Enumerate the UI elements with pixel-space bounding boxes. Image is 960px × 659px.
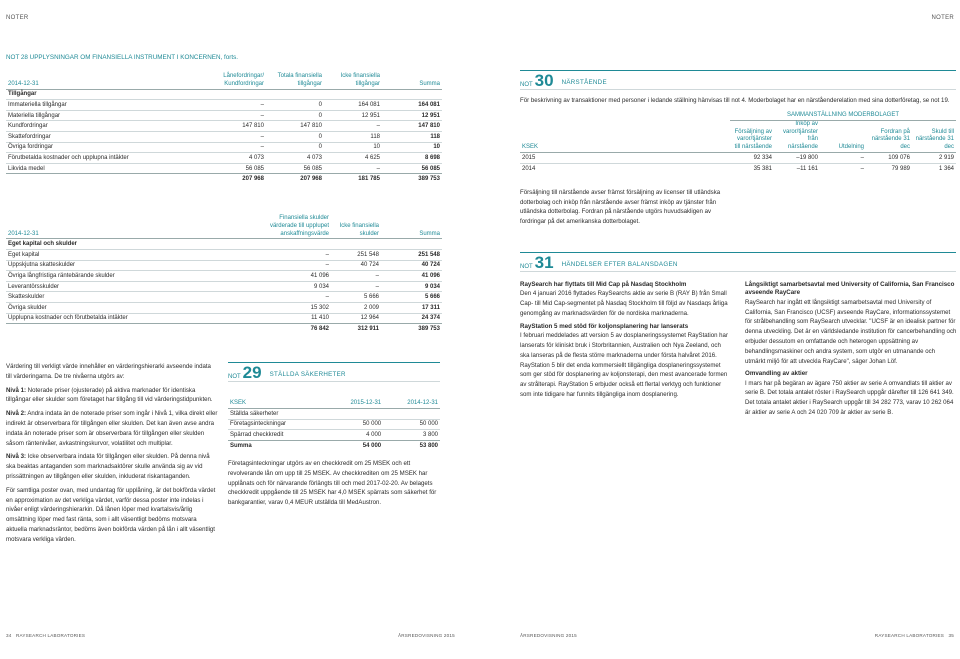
liability-nonfinancial: 2 009 (331, 302, 381, 313)
liability-nonfinancial: 12 964 (331, 313, 381, 324)
footer-right-page: 35 (948, 633, 954, 638)
related-receivable: 109 076 (866, 153, 912, 164)
related-col-sales: Försäljning av varor/tjänster till närstående (730, 120, 774, 152)
pledged-row-2015: 4 000 (326, 430, 383, 441)
pledged-row-2015: 50 000 (326, 419, 383, 430)
liability-nonfinancial: 40 724 (331, 260, 381, 271)
note31-no-label: NOT (520, 263, 533, 270)
note30-number: 30 (534, 71, 554, 90)
related-debt: 2 919 (912, 153, 956, 164)
table-row (6, 121, 442, 132)
note28-assets-table (6, 73, 442, 184)
table-row (6, 281, 442, 292)
related-purchases: –19 800 (774, 153, 820, 164)
asset-label: Kundfordringar (6, 121, 196, 132)
event-heading: Omvandling av aktier (745, 370, 808, 378)
table-row (6, 260, 442, 271)
assets-col-sum: Summa (382, 73, 442, 89)
liab-total-label (6, 324, 256, 335)
asset-loans: 147 810 (196, 121, 266, 132)
liability-sum: 17 311 (381, 302, 442, 313)
assets-section: Tillgångar (8, 91, 37, 98)
asset-sum: 147 810 (382, 121, 442, 132)
assets-total-nonfinancial: 181 785 (324, 174, 382, 185)
asset-financial: 0 (266, 131, 324, 142)
note29-number: 29 (242, 363, 262, 382)
table-row (6, 313, 442, 324)
assets-col-loans: Lånefordringar/ Kundfordringar (196, 73, 266, 89)
note29-title: STÄLLDA SÄKERHETER (269, 370, 346, 378)
asset-loans: – (196, 100, 266, 111)
pledged-total-2015: 54 000 (326, 440, 383, 451)
asset-label: Immateriella tillgångar (6, 100, 196, 111)
liability-sum: 40 724 (381, 260, 442, 271)
liab-col-sum: Summa (381, 215, 442, 239)
liability-label: Eget kapital (6, 249, 256, 260)
liability-label: Övriga långfristiga räntebärande skulder (6, 271, 256, 282)
asset-label: Övriga fordringar (6, 142, 196, 153)
asset-nonfinancial: – (324, 121, 382, 132)
liability-financial: – (256, 260, 331, 271)
liability-sum: 24 374 (381, 313, 442, 324)
assets-col-financial: Totala finansiella tillgångar (266, 73, 324, 89)
liability-sum: 41 096 (381, 271, 442, 282)
liab-date: 2014-12-31 (6, 215, 256, 239)
liability-label: Leverantörsskulder (6, 281, 256, 292)
liability-sum: 5 666 (381, 292, 442, 303)
liability-nonfinancial: – (331, 281, 381, 292)
related-col-receivable: Fordran på närstående 31 dec (866, 120, 912, 152)
asset-loans: – (196, 142, 266, 153)
footer-left-report: ÅRSREDOVISNING 2015 (398, 633, 455, 638)
liability-financial: – (256, 249, 331, 260)
assets-total-financial: 207 968 (266, 174, 324, 185)
asset-nonfinancial: – (324, 163, 382, 174)
table-row (6, 153, 442, 164)
related-dividend: – (820, 163, 866, 174)
related-dividend: – (820, 153, 866, 164)
related-col-purchases: Inköp av varor/tjänster från närstående (774, 120, 820, 152)
pledged-row-label: Spärrad checkkredit (228, 430, 326, 441)
table-row (520, 163, 956, 174)
note29 (228, 362, 440, 512)
liability-label: Uppskjutna skatteskulder (6, 260, 256, 271)
note31-title: HÄNDELSER EFTER BALANSDAGEN (561, 260, 678, 268)
pledged-col-2015: 2015-12-31 (326, 398, 383, 409)
related-debt: 1 364 (912, 163, 956, 174)
level1-text: Noterade priser (ojusterade) på aktiva marknader för identiska tillgångar eller skulder som företaget har tillgång till vid värderingstidpunkten. (6, 386, 213, 404)
note30-text: Försäljning till närstående avser främst försäljning av licenser till utländska dotterbolag och inköp från närstående avser främst inköp av tjänster från utländska dotterbolag. Fordran på närstående utgörs huvudsakligen av fordringar på det amerikanska dotterbolaget. (520, 188, 721, 226)
note28-liabilities-table (6, 215, 442, 334)
liab-total-financial: 76 842 (256, 324, 331, 335)
asset-sum: 12 951 (382, 110, 442, 121)
asset-sum: 10 (382, 142, 442, 153)
note29-text: Företagsinteckningar utgörs av en checkkredit om 25 MSEK och ett revolverande lån om upp till 25 MSEK. Av checkkrediten om 25 MSEK har upplånats och för närvarande förlängts till och med 2017-02-20. Av belagets checkkredit uppgående till 25 MSEK har 4,0 MSEK spärrats som säkerhet för bankgarantier, varav 0,4 MEUR utställda till MedAustron. (228, 459, 437, 507)
asset-label: Skattefordringar (6, 131, 196, 142)
footer-right-company: RAYSEARCH LABORATORIES (874, 633, 945, 638)
asset-financial: 147 810 (266, 121, 324, 132)
pledged-row-label: Företagsinteckningar (228, 419, 326, 430)
asset-loans: – (196, 110, 266, 121)
related-year: 2014 (520, 163, 730, 174)
asset-nonfinancial: 118 (324, 131, 382, 142)
table-row (6, 249, 442, 260)
asset-loans: 56 085 (196, 163, 266, 174)
asset-sum: 164 081 (382, 100, 442, 111)
note29-heading (228, 362, 440, 382)
asset-financial: 0 (266, 100, 324, 111)
hierarchy-intro: Värdering till verkligt värde innehåller en värderingshierarki avseende indata till värderingarna. De tre nivåerna utgörs av: (6, 363, 211, 380)
level3-label: Nivå 3: (6, 453, 26, 461)
table-row (6, 100, 442, 111)
assets-date: 2014-12-31 (6, 73, 196, 89)
note31 (520, 252, 956, 272)
table-row (6, 131, 442, 142)
liab-col-nonfinancial: Icke finansiella skulder (331, 215, 381, 239)
asset-label: Förutbetalda kostnader och upplupna intäkter (6, 153, 196, 164)
table-row (6, 142, 442, 153)
liab-section: Eget kapital och skulder (8, 241, 78, 248)
assets-total-loans: 207 968 (196, 174, 266, 185)
event-text: I mars har på begäran av ägare 750 aktier av serie A omvandlats till aktier av serie B. Det totala antalet röster i RaySearch uppgår därefter till 126 641 349. Det totala antalet aktier i RaySearch uppgår till 34 282 773, varav 10 262 064 är aktier av serie A och 24 020 709 är aktier av serie B. (745, 379, 954, 417)
footer-right-report: ÅRSREDOVISNING 2015 (520, 633, 577, 638)
related-year: 2015 (520, 153, 730, 164)
level3-text: Icke observerbara indata för tillgången eller skulden. På denna nivå ska beaktas antaganden som marknadsaktörer skulle använda sig av vid prissättningen av tillgången eller skulden, inkluderat riskantaganden. (6, 453, 210, 480)
note30-intro: För beskrivning av transaktioner med personer i ledande ställning hänvisas till not 4. Moderbolaget har en närståenderelation med sina dotterföretag, se not 19. (520, 97, 950, 104)
pledged-total-2014: 53 800 (383, 440, 440, 451)
related-unit: KSEK (520, 120, 730, 152)
liability-label: Upplupna kostnader och förutbetalda intäkter (6, 313, 256, 324)
event-text: I februari meddelades att version 5 av dosplaneringssystemet RayStation har lanserats för kliniskt bruk i Storbritannien, Australien och Nya Zeeland, och ska lanseras på de flesta större marknaderna under första halvåret 2016. RayStation 5 blir det enda kommersiellt tillgängliga dosplaneringssystemet som ger stöd för dosplanering av koljonsterapi, den mest avancerade formen av strålterapi. RayStation 5 erbjuder också ett flertal verktyg och funktioner som inte tidigare har funnits tillgängliga inom dosplanering. (520, 332, 728, 398)
note28-text (6, 362, 218, 549)
asset-sum: 118 (382, 131, 442, 142)
event-text: Den 4 januari 2016 flyttades RaySearchs aktie av serie B (RAY B) från Small Cap- till Mid Cap-segmentet på Nasdaq Stockholm till följd av Nasdaqs årliga genomgång av marknadsvärden för de nordiska marknaderna. (520, 290, 728, 317)
pledged-total-label: Summa (228, 440, 326, 451)
event-heading: Långsiktigt samarbetsavtal med University of California, San Francisco avseende RayCare (745, 281, 955, 297)
level3-paragraph (6, 452, 218, 481)
liability-label: Skatteskulder (6, 292, 256, 303)
event-heading: RayStation 5 med stöd för koljonsplanering har lanserats (520, 322, 689, 330)
assets-total-sum: 389 753 (382, 174, 442, 185)
asset-loans: 4 073 (196, 153, 266, 164)
liability-nonfinancial: 5 666 (331, 292, 381, 303)
asset-nonfinancial: 10 (324, 142, 382, 153)
note31-column-2 (745, 281, 957, 422)
note28-title: NOT 28 UPPLYSNINGAR OM FINANSIELLA INSTRUMENT I KONCERNEN, forts. (6, 54, 238, 61)
pledged-col-2014: 2014-12-31 (383, 398, 440, 409)
asset-loans: – (196, 131, 266, 142)
asset-label: Materiella tillgångar (6, 110, 196, 121)
event-text: RaySearch har ingått ett långsiktigt samarbetsavtal med University of California, San Francisco (UCSF) avseende RayCare, informationssystemet för strålbehandling som RaySearch utvecklar. "UCSF är en idealisk partner för denna utveckling. Det är en världsledande institution för cancerbehandling och erbjuder dessutom en omfattande och heterogen uppsättning av behandlingsmaskiner och andra system, som utgör en utmanande och utmärkt miljö för att utveckla RayCare", säger Johan Löf. (745, 298, 957, 365)
liab-total-nonfinancial: 312 911 (331, 324, 381, 335)
asset-nonfinancial: 164 081 (324, 100, 382, 111)
note31-heading (520, 252, 956, 272)
related-col-dividend: Utdelning (820, 120, 866, 152)
related-sales: 35 381 (730, 163, 774, 174)
table-row (6, 302, 442, 313)
liab-col-financial: Finansiella skulder värderade till upplupet anskaffningsvärde (256, 215, 331, 239)
note30-heading (520, 70, 956, 90)
footer-left (6, 633, 85, 639)
pledged-row-2014: 50 000 (383, 419, 440, 430)
level2-text: Andra indata än de noterade priser som ingår i Nivå 1, vilka direkt eller indirekt är observerbara för tillgången eller skulden. Det kan även avse andra indata än noterade priser som är observerbara för tillgången eller skulden såsom räntenivåer, avkastningskurvor, volatilitet och multiplar. (6, 410, 218, 447)
asset-financial: 4 073 (266, 153, 324, 164)
note31-column-1 (520, 281, 732, 404)
table-row (6, 271, 442, 282)
related-purchases: –11 161 (774, 163, 820, 174)
asset-financial: 0 (266, 110, 324, 121)
asset-financial: 0 (266, 142, 324, 153)
level1-label: Nivå 1: (6, 386, 26, 394)
liab-total-sum: 389 753 (381, 324, 442, 335)
liability-financial: – (256, 292, 331, 303)
related-group-title: SAMMANSTÄLLNING MODERBOLAGET (730, 110, 956, 121)
footer-right (875, 633, 954, 639)
asset-label: Likvida medel (6, 163, 196, 174)
note31-number: 31 (534, 253, 554, 272)
related-sales: 92 334 (730, 153, 774, 164)
footer-left-company: RAYSEARCH LABORATORIES (15, 633, 86, 638)
page-header-right: NOTER (931, 15, 954, 21)
liability-label: Övriga skulder (6, 302, 256, 313)
pledged-section: Ställda säkerheter (230, 410, 279, 417)
table-row (6, 292, 442, 303)
asset-nonfinancial: 4 625 (324, 153, 382, 164)
liability-financial: 9 034 (256, 281, 331, 292)
liability-sum: 251 548 (381, 249, 442, 260)
table-row (520, 153, 956, 164)
asset-financial: 56 085 (266, 163, 324, 174)
liability-nonfinancial: 251 548 (331, 249, 381, 260)
liability-sum: 9 034 (381, 281, 442, 292)
pledged-unit: KSEK (228, 398, 326, 409)
assets-col-nonfinancial: Icke finansiella tillgångar (324, 73, 382, 89)
note30-title: NÄRSTÅENDE (561, 78, 607, 86)
asset-sum: 56 085 (382, 163, 442, 174)
footer-left-page: 34 (6, 633, 12, 638)
note30 (520, 70, 956, 231)
liability-financial: 15 302 (256, 302, 331, 313)
liability-financial: 41 096 (256, 271, 331, 282)
related-col-debt: Skuld till närstående 31 dec (912, 120, 956, 152)
asset-nonfinancial: 12 951 (324, 110, 382, 121)
page-header-left: NOTER (6, 15, 29, 21)
liability-financial: 11 410 (256, 313, 331, 324)
table-row (6, 110, 442, 121)
level2-label: Nivå 2: (6, 410, 26, 418)
related-receivable: 79 989 (866, 163, 912, 174)
event-heading: RaySearch har flyttats till Mid Cap på Nasdaq Stockholm (520, 281, 687, 288)
liability-nonfinancial: – (331, 271, 381, 282)
level1-paragraph (6, 386, 218, 406)
note29-no-label: NOT (228, 373, 241, 380)
level2-paragraph (6, 409, 218, 448)
pledged-row-2014: 3 800 (383, 430, 440, 441)
closing-paragraph: För samtliga poster ovan, med undantag för upplåning, är det bokförda värdet en approximation av det verkliga värdet, varför dessa poster inte indelas i nivåer enligt värderingshierarkin. Då lånen löper med kvartalsvis/årlig omsättning löper med fast ränta, som i allt väsentligt bedöms motsvara aktuella marknadsräntor, bedöms även bokförda värden på lån i allt väsentligt motsvara verkliga värden. (6, 486, 216, 543)
note30-no-label: NOT (520, 81, 533, 88)
asset-sum: 8 698 (382, 153, 442, 164)
table-row (6, 163, 442, 174)
assets-total-label (6, 174, 196, 185)
